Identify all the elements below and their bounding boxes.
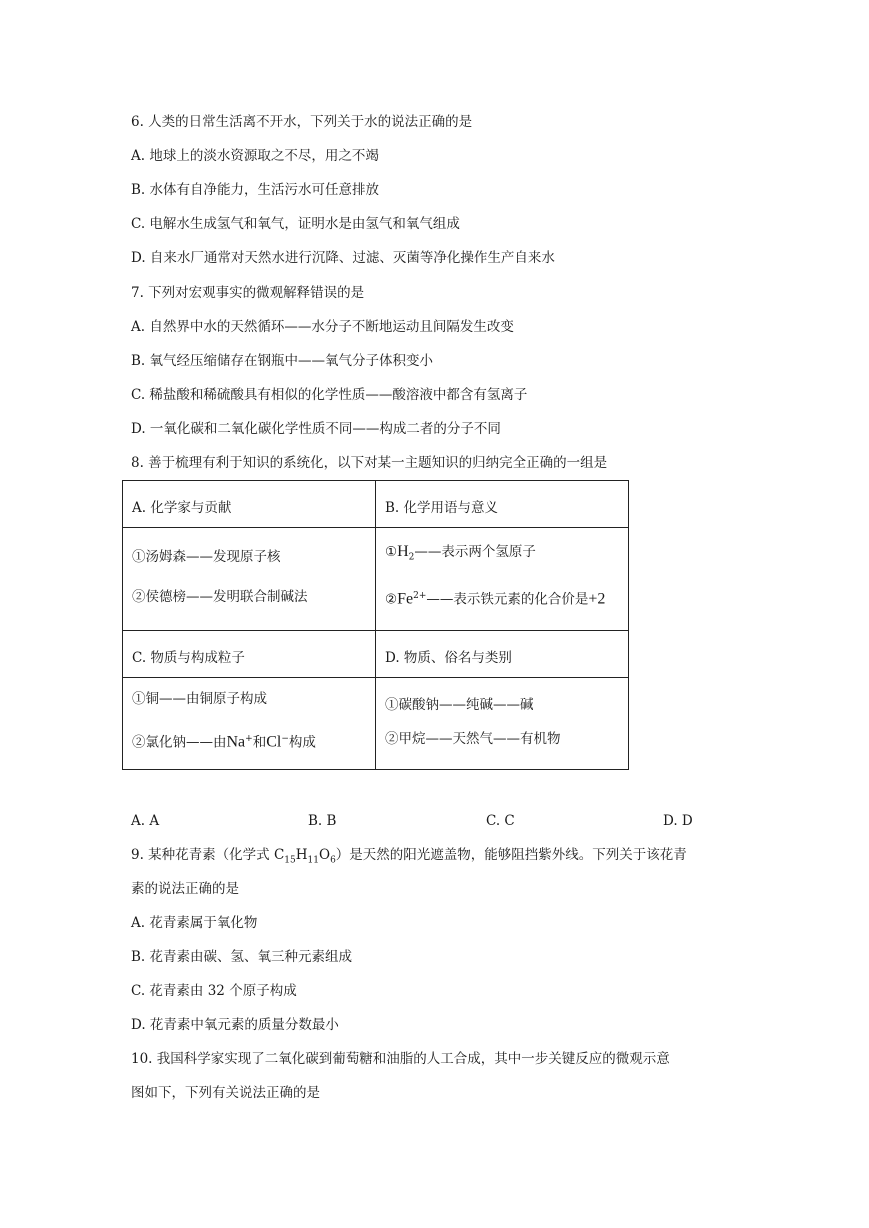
formula-c-sub: 15: [284, 855, 296, 866]
formula-h-sub2: 11: [307, 855, 319, 866]
cell-a-item-1: ①汤姆森——发现原子核: [132, 549, 281, 565]
q6-option-a: A. 地球上的淡水资源取之不尽，用之不竭: [131, 148, 379, 164]
q9-option-b: B. 花青素由碳、氢、氧三种元素组成: [131, 949, 353, 965]
cell-a-body: [123, 528, 376, 631]
q9-option-d: D. 花青素中氧元素的质量分数最小: [131, 1017, 339, 1033]
q9-stem-line2: 素的说法正确的是: [131, 881, 239, 897]
formula-o-sub: 6: [330, 855, 336, 866]
q8-option-c: C. C: [486, 813, 515, 829]
q9-stem-pre: 9. 某种花青素（化学式 C: [131, 847, 285, 863]
q6-stem: 6. 人类的日常生活离不开水，下列关于水的说法正确的是: [131, 114, 473, 130]
cell-c-item-2: [132, 730, 375, 752]
q9-option-c: C. 花青素由 32 个原子构成: [131, 983, 297, 999]
formula-na-sup: +: [245, 734, 253, 744]
cell-a-head-text: A. 化学家与贡献: [132, 500, 232, 516]
conjunction: 和: [252, 734, 267, 751]
cell-b-head-text: B. 化学用语与意义: [385, 500, 499, 516]
q9-stem: [131, 846, 687, 870]
formula-cl-sup: −: [281, 734, 289, 744]
cell-c-item-2-text: ②氯化钠——由: [132, 734, 227, 751]
formula-fe: Fe: [397, 590, 414, 608]
q9-stem-post: ）是天然的阳光遮盖物，能够阻挡紫外线。下列关于该花青: [335, 847, 687, 863]
cell-a-head: [123, 481, 376, 528]
cell-c-head-text: C. 物质与构成粒子: [132, 650, 245, 666]
cell-d-head-text: D. 物质、俗名与类别: [385, 650, 512, 666]
cell-c-body: [123, 678, 376, 770]
cell-c-item-2-end: 构成: [288, 734, 316, 751]
cell-d-head: [376, 631, 629, 678]
formula-h-sub: 2: [408, 552, 415, 563]
cell-b-item-1-num: ①: [385, 544, 398, 560]
cell-a-item-2: ②侯德榜——发明联合制碱法: [132, 589, 308, 605]
cell-b-item-2: [385, 587, 628, 609]
q10-stem-line2: 图如下，下列有关说法正确的是: [131, 1085, 320, 1101]
q8-option-b: B. B: [308, 813, 337, 829]
formula-h: H: [397, 543, 409, 560]
cell-b-head: [376, 481, 629, 528]
cell-c-item-1: ①铜——由铜原子构成: [132, 691, 267, 707]
q10-stem-line1: 10. 我国科学家实现了二氧化碳到葡萄糖和油脂的人工合成，其中一步关键反应的微观示意: [131, 1051, 670, 1067]
q8-option-d: D. D: [663, 813, 693, 829]
formula-cl: Cl: [266, 733, 282, 751]
cell-b-body: [376, 528, 629, 631]
q6-option-d: D. 自来水厂通常对天然水进行沉降、过滤、灭菌等净化操作生产自来水: [131, 250, 555, 266]
q7-option-c: C. 稀盐酸和稀硫酸具有相似的化学性质——酸溶液中都含有氢离子: [131, 387, 528, 403]
q8-option-a: A. A: [131, 813, 160, 829]
formula-na: Na: [226, 733, 246, 751]
cell-b-item-2-num: ②: [385, 591, 398, 608]
q7-stem: 7. 下列对宏观事实的微观解释错误的是: [131, 285, 365, 301]
cell-b-item-1-text: ——表示两个氢原子: [414, 544, 536, 560]
q8-knowledge-table: [122, 480, 629, 770]
formula-fe-sup: 2+: [413, 590, 427, 601]
q6-option-c: C. 电解水生成氢气和氧气，证明水是由氢气和氧气组成: [131, 216, 460, 232]
q7-option-d: D. 一氧化碳和二氧化碳化学性质不同——构成二者的分子不同: [131, 421, 501, 437]
formula-h2: H: [295, 847, 308, 863]
q9-option-a: A. 花青素属于氧化物: [131, 915, 258, 931]
cell-d-item-2: ②甲烷——天然气——有机物: [385, 731, 561, 747]
cell-b-item-2-text: ——表示铁元素的化合价是: [426, 591, 589, 608]
q7-option-b: B. 氧气经压缩储存在钢瓶中——氧气分子体积变小: [131, 353, 434, 369]
cell-d-body: [376, 678, 629, 770]
cell-b-item-1: [385, 543, 628, 567]
valence-value: +2: [588, 590, 606, 608]
cell-c-head: [123, 631, 376, 678]
q6-option-b: B. 水体有自净能力，生活污水可任意排放: [131, 182, 380, 198]
q8-stem: 8. 善于梳理有利于知识的系统化，以下对某一主题知识的归纳完全正确的一组是: [131, 455, 608, 471]
formula-o: O: [318, 847, 331, 863]
q7-option-a: A. 自然界中水的天然循环——水分子不断地运动且间隔发生改变: [131, 319, 514, 335]
cell-d-item-1: ①碳酸钠——纯碱——碱: [385, 697, 534, 713]
